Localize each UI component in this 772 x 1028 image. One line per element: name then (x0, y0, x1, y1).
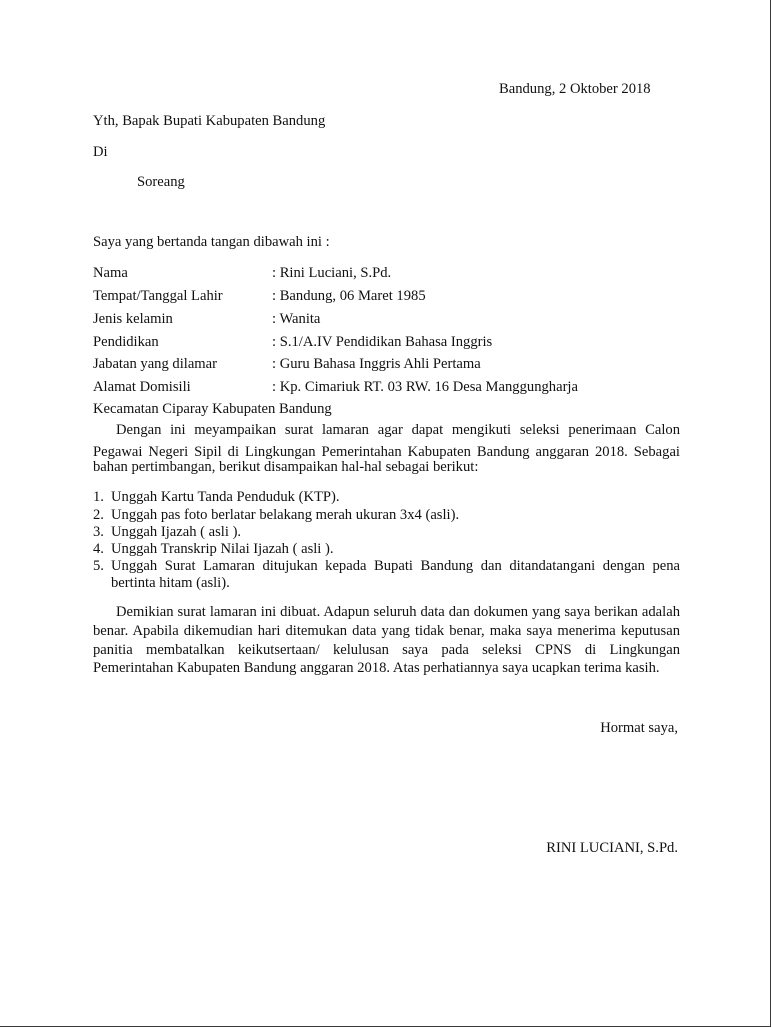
field-value-tempat-tanggal-lahir: : Bandung, 06 Maret 1985 (272, 288, 426, 304)
paragraph-line: Pegawai Negeri Sipil di Lingkungan Pemerintahan Kabupaten Bandung anggaran 2018. Sebagai (93, 444, 680, 460)
field-label-alamat: Alamat Domisili (93, 379, 191, 395)
list-item-continuation: bertinta hitam (asli). (111, 575, 230, 591)
field-label-jenis-kelamin: Jenis kelamin (93, 311, 173, 327)
di-line: Di (93, 144, 108, 160)
list-item: Unggah Ijazah ( asli ). (111, 524, 242, 540)
field-label-jabatan: Jabatan yang dilamar (93, 356, 217, 372)
field-label-nama: Nama (93, 265, 128, 281)
list-number: 3. (93, 524, 104, 540)
intro-line: Saya yang bertanda tangan dibawah ini : (93, 234, 330, 250)
field-value-jenis-kelamin: : Wanita (272, 311, 321, 327)
field-value-nama: : Rini Luciani, S.Pd. (272, 265, 392, 281)
field-value-pendidikan: : S.1/A.IV Pendidikan Bahasa Inggris (272, 334, 493, 350)
paragraph-line: Demikian surat lamaran ini dibuat. Adapun seluruh data dan dokumen yang saya berikan adalah (116, 604, 680, 620)
recipient-city: Soreang (137, 174, 185, 190)
field-value-alamat: : Kp. Cimariuk RT. 03 RW. 16 Desa Manggungharja (272, 379, 578, 395)
paragraph-line: bahan pertimbangan, berikut disampaikan hal-hal sebagai berikut: (93, 459, 479, 475)
recipient-line: Yth, Bapak Bupati Kabupaten Bandung (93, 113, 326, 129)
field-label-tempat-tanggal-lahir: Tempat/Tanggal Lahir (93, 288, 223, 304)
letter-date: Bandung, 2 Oktober 2018 (499, 81, 651, 97)
closing-salutation: Hormat saya, (600, 720, 678, 736)
signature-name: RINI LUCIANI, S.Pd. (546, 840, 678, 856)
list-number: 5. (93, 558, 104, 574)
paragraph-line: panitia membatalkan keikutsertaan/ kelulusan saya pada seleksi CPNS di Lingkungan (93, 642, 680, 658)
list-item: Unggah Surat Lamaran ditujukan kepada Bupati Bandung dan ditandatangani dengan pena (111, 558, 680, 574)
list-number: 1. (93, 489, 104, 505)
address-continuation: Kecamatan Ciparay Kabupaten Bandung (93, 401, 332, 417)
paragraph-line: Dengan ini meyampaikan surat lamaran agar dapat mengikuti seleksi penerimaan Calon (116, 422, 680, 438)
list-item: Unggah Kartu Tanda Penduduk (KTP). (111, 489, 340, 505)
list-number: 4. (93, 541, 104, 557)
field-label-pendidikan: Pendidikan (93, 334, 159, 350)
paragraph-line: Pemerintahan Kabupaten Bandung anggaran 2018. Atas perhatiannya saya ucapkan terima kasih. (93, 660, 660, 676)
list-item: Unggah pas foto berlatar belakang merah ukuran 3x4 (asli). (111, 507, 460, 523)
list-item: Unggah Transkrip Nilai Ijazah ( asli ). (111, 541, 334, 557)
field-value-jabatan: : Guru Bahasa Inggris Ahli Pertama (272, 356, 481, 372)
paragraph-line: benar. Apabila dikemudian hari ditemukan data yang tidak benar, maka saya menerima keputusan (93, 623, 680, 639)
list-number: 2. (93, 507, 104, 523)
